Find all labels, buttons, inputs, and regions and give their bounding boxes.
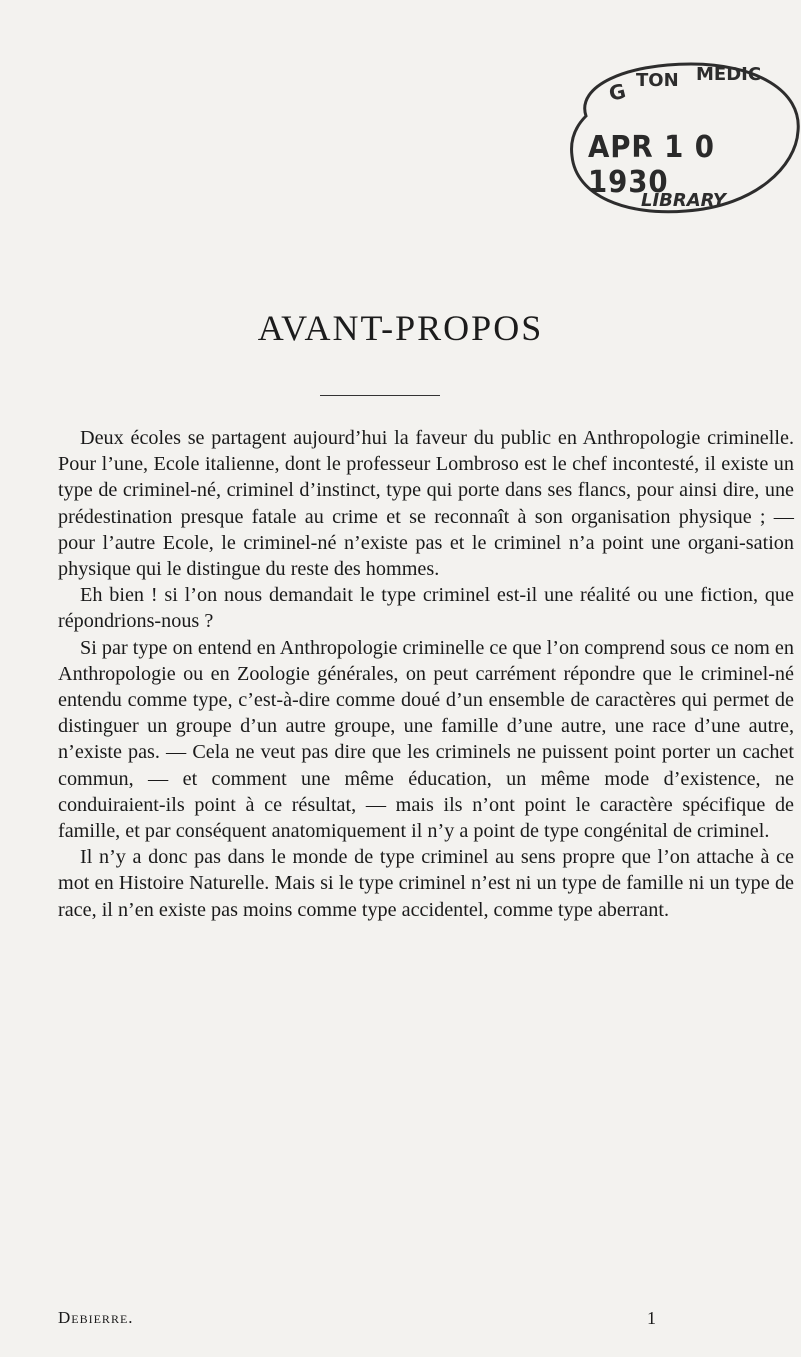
page-title: AVANT-PROPOS	[257, 308, 544, 348]
publisher-name: Debierre.	[58, 1308, 134, 1327]
svg-text:G: G	[606, 78, 629, 106]
paragraph: Deux écoles se partagent aujourd’hui la faveur du public en Anthropologie criminelle. Pour l’une, Ecole italienne, dont le professeur Lombroso est le chef incontesté, il existe un type de criminel-né, criminel d’instinct, type qui porte dans ses flancs, pour ainsi dire, une prédestination presque fatale au crime et se reconnaît à son organisation physique ; — pour l’autre Ecole, le criminel-né n’existe pas et le criminel n’a point une organi-sation physique qui le distingue du reste des hommes.	[58, 427, 794, 581]
paragraph: Si par type on entend en Anthropologie criminelle ce que l’on comprend sous ce nom en Anthropologie ou en Zoologie générales, on peut carrément répondre que le criminel-né entendu comme type, c’est-à-dire comme doué d’un ensemble de caractères qui permet de distinguer un groupe d’un autre groupe, une famille d’une autre, une race d’une autre, n’existe pas. — Cela ne veut pas dire que les criminels ne puissent point porter un cachet commun, — et comment une même éducation, un même mode d’existence, ne conduiraient-ils point à ce résultat, — mais ils n’ont point le caractère spécifique de famille, et par conséquent anatomiquement il n’y a point de type congénital de criminel.	[58, 636, 794, 843]
stamp-date: APR 1 0 1930	[588, 130, 715, 200]
svg-text:TON: TON	[636, 70, 679, 91]
paragraph: Eh bien ! si l’on nous demandait le type criminel est-il une réalité ou une fiction, que répondrions-nous ?	[58, 584, 794, 633]
title-divider	[320, 395, 440, 396]
page-footer	[58, 1308, 656, 1328]
page-number: 1	[647, 1308, 656, 1328]
svg-text:MEDIC: MEDIC	[696, 64, 762, 85]
body-text	[58, 425, 794, 923]
svg-text:LIBRARY: LIBRARY	[641, 190, 726, 211]
paragraph: Il n’y a donc pas dans le monde de type criminel au sens propre que l’on attache à ce mot en Histoire Naturelle. Mais si le type criminel n’est ni un type de famille ni un type de race, il n’en existe pas moins comme type accidentel, comme type aberrant.	[58, 846, 794, 921]
